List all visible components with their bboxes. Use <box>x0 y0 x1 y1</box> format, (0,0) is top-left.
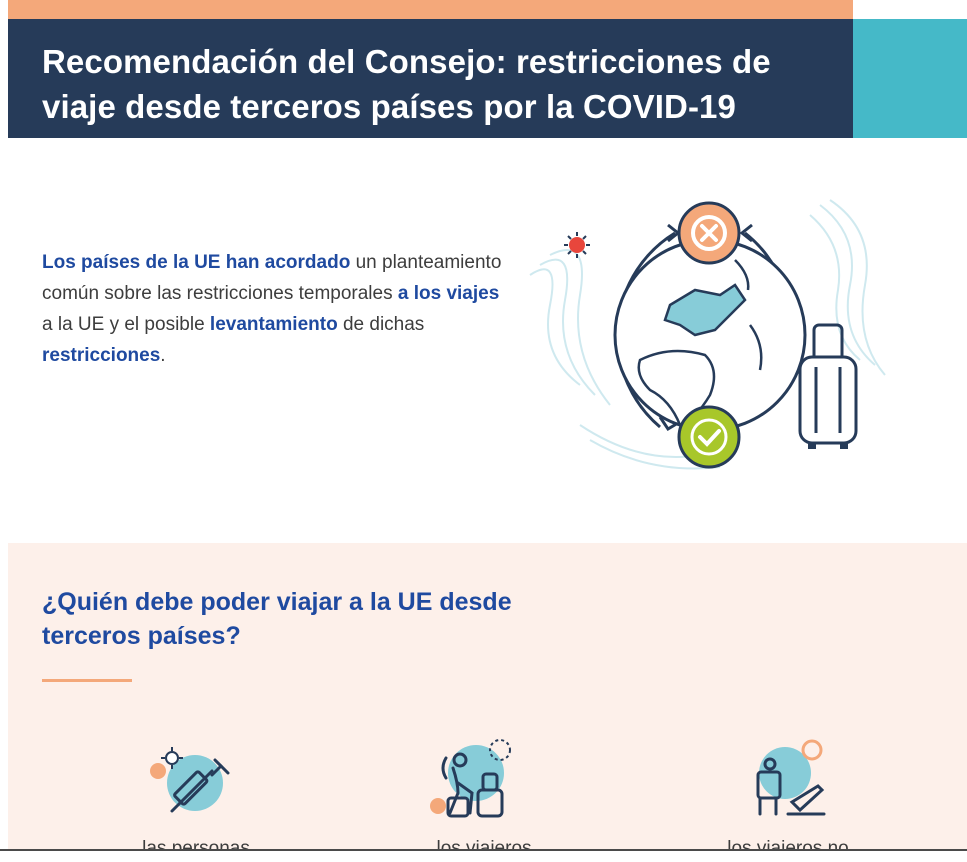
intro-highlight-3: levantamiento <box>209 314 338 335</box>
page-title: Recomendación del Consejo: restricciones de viaje desde terceros países por la COVID-19 <box>42 43 771 125</box>
intro-text-4: . <box>160 345 166 366</box>
intro-highlight-1: Los países de la UE han acordado <box>42 252 351 273</box>
check-icon <box>679 407 739 467</box>
intro-highlight-2: a los viajes <box>397 283 500 304</box>
intro-highlight-4: restricciones <box>42 345 161 366</box>
vaccine-syringe-icon <box>150 738 240 828</box>
cross-icon <box>679 203 739 263</box>
section-heading: ¿Quién debe poder viajar a la UE desde terceros países? <box>42 588 512 650</box>
title-banner <box>8 19 853 138</box>
who-can-travel-section <box>8 543 967 860</box>
virus-icon <box>564 232 590 258</box>
traveler-plane-icon <box>740 738 830 828</box>
globe-icon <box>615 240 805 430</box>
intro-text-1: un planteamiento común sobre las restricciones temporales <box>42 252 502 304</box>
orange-divider <box>42 679 132 682</box>
suitcase-icon <box>800 325 856 449</box>
top-orange-strip <box>8 0 853 19</box>
intro-text-3: de dichas <box>337 314 425 335</box>
globe-travel-illustration <box>520 195 890 475</box>
intro-paragraph <box>42 247 502 371</box>
traveler-icon <box>428 738 518 828</box>
intro-text-2: a la UE y el posible <box>42 314 210 335</box>
teal-accent-block <box>845 19 967 138</box>
bottom-cover <box>0 851 967 860</box>
